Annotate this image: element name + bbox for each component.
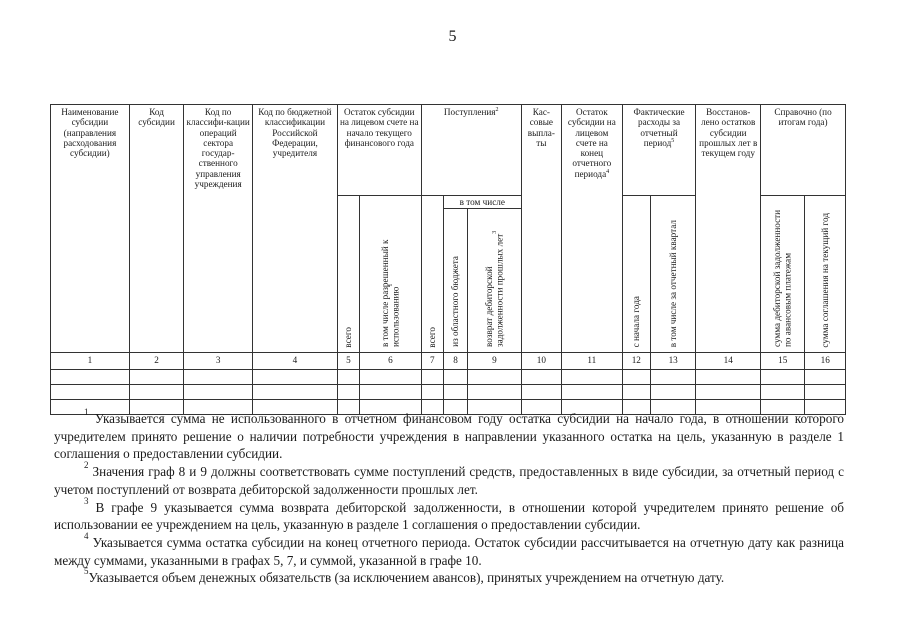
- subsidy-report-table: [50, 104, 846, 415]
- header-restored-balances: Восстанов-лено остатков субсидии прошлых лет в текущем году: [696, 105, 761, 353]
- header-c6-sup: 1: [388, 283, 395, 287]
- column-numbers-row: [51, 352, 846, 369]
- header-actual-expenses-label: Фактические расходы за отчетный период: [633, 107, 685, 148]
- header-c5-text: всего: [343, 326, 354, 348]
- column-number: 6: [360, 352, 422, 369]
- header-actual-expenses-sup: 5: [671, 137, 675, 144]
- column-number: 14: [696, 352, 761, 369]
- header-opening-balance: Остаток субсидии на лицевом счете на начало текущего финансового года: [337, 105, 421, 196]
- column-number: 3: [184, 352, 253, 369]
- column-number: 5: [337, 352, 359, 369]
- header-c13-text: в том числе за отчетный квартал: [668, 220, 679, 348]
- header-c9: [468, 209, 522, 352]
- header-closing-balance: [562, 105, 623, 353]
- header-kosgu-code: Код по классифи-кации операций сектора государ-ственного управления учреждения: [184, 105, 253, 353]
- footnote-4: [54, 530, 844, 569]
- footnotes: [54, 407, 845, 587]
- column-number: 10: [521, 352, 561, 369]
- header-budget-code: Код по бюджетной классификации Российской Федерации, учредителя: [253, 105, 338, 353]
- column-number: 11: [562, 352, 623, 369]
- footnote-3-number: 3: [84, 495, 89, 506]
- column-number: 7: [421, 352, 443, 369]
- header-receipts-label: Поступления: [443, 107, 496, 117]
- header-c12: [622, 196, 650, 353]
- header-c13: [650, 196, 695, 353]
- header-c8-text: из областного бюджета: [450, 256, 461, 348]
- header-c7: [421, 196, 443, 353]
- header-actual-expenses: [622, 105, 696, 196]
- header-including: в том числе: [443, 196, 521, 209]
- empty-row: [51, 384, 846, 399]
- footnote-5: [54, 566, 844, 587]
- column-number: 9: [468, 352, 522, 369]
- header-c7-text: всего: [427, 326, 438, 348]
- header-subsidy-code: Код субсидии: [129, 105, 184, 353]
- column-number: 13: [650, 352, 695, 369]
- footnote-2-text: Значения граф 8 и 9 должны соответствовать сумме поступлений средств, предоставленных в виде субсидии, за отчетный период с учетом поступлений от возврата дебиторской задолженности прошлых лет.: [54, 464, 845, 497]
- header-c9-sup: 3: [492, 231, 499, 235]
- footnote-1: [54, 407, 844, 463]
- footnote-5-text: Указывается объем денежных обязательств (за исключением авансов), принятых учреждением на отчетную дату.: [88, 570, 725, 586]
- footnote-3: [54, 495, 845, 534]
- header-c16-text: сумма соглашения на текущий год: [820, 212, 831, 348]
- header-reference: Справочно (по итогам года): [761, 105, 846, 196]
- header-c6: [360, 196, 422, 353]
- page-number: 5: [448, 28, 457, 45]
- header-c9-label: возврат дебиторской задолженности прошлых лет: [484, 234, 505, 348]
- header-c9-text: [484, 211, 505, 347]
- header-receipts-sup: 2: [495, 106, 499, 113]
- header-c12-text: с начала года: [631, 295, 642, 348]
- header-c15: [761, 196, 805, 353]
- header-closing-balance-label: Остаток субсидии на лицевом счете на конец отчетного периода: [567, 107, 616, 179]
- footnote-2: [54, 460, 845, 498]
- footnote-4-number: 4: [84, 530, 89, 541]
- footnote-2-number: 2: [84, 460, 89, 471]
- footnote-3-text: В графе 9 указывается сумма возврата дебиторской задолженности, в отношении которой учредителем принято решение об использовании ее учреждением на цель, указанную в разделе 1 соглашения о предоставлении субсидии.: [54, 499, 845, 533]
- header-receipts: [421, 105, 521, 196]
- header-subsidy-name: Наименование субсидии (направления расходования субсидии): [51, 105, 130, 353]
- column-number: 12: [622, 352, 650, 369]
- footnote-1-text: Указывается сумма не использованного в отчетном финансовом году остатка субсидии на начало года, в отношении которого учредителем принято решение о наличии потребности учреждения в направлении указанного остатка на цель, указанную в разделе 1 соглашения о предоставлении субсидии.: [54, 411, 844, 462]
- footnote-1-number: 1: [84, 407, 89, 417]
- empty-row: [51, 369, 846, 384]
- column-number: 4: [253, 352, 338, 369]
- header-c16: [805, 196, 846, 353]
- header-c5: [337, 196, 359, 353]
- footnote-5-number: 5: [84, 566, 89, 577]
- header-c6-label: в том числе разрешенный к использованию: [380, 239, 401, 348]
- header-c15-text: сумма дебиторской задолженности по авансовым платежам: [772, 210, 793, 348]
- header-closing-balance-sup: 4: [606, 168, 610, 175]
- column-number: 2: [129, 352, 184, 369]
- column-number: 16: [805, 352, 846, 369]
- header-cash-payments: Кас-совые выпла-ты: [521, 105, 561, 353]
- column-number: 1: [51, 352, 130, 369]
- header-c8: [443, 209, 467, 352]
- header-c6-text: [380, 209, 401, 347]
- footnote-4-text: Указывается сумма остатка субсидии на конец отчетного периода. Остаток субсидии рассчитывается на отчетную дату как разница между суммами, указанными в графах 5, 7, и суммой, указанной в графе 10.: [54, 534, 844, 568]
- column-number: 15: [761, 352, 805, 369]
- column-number: 8: [443, 352, 467, 369]
